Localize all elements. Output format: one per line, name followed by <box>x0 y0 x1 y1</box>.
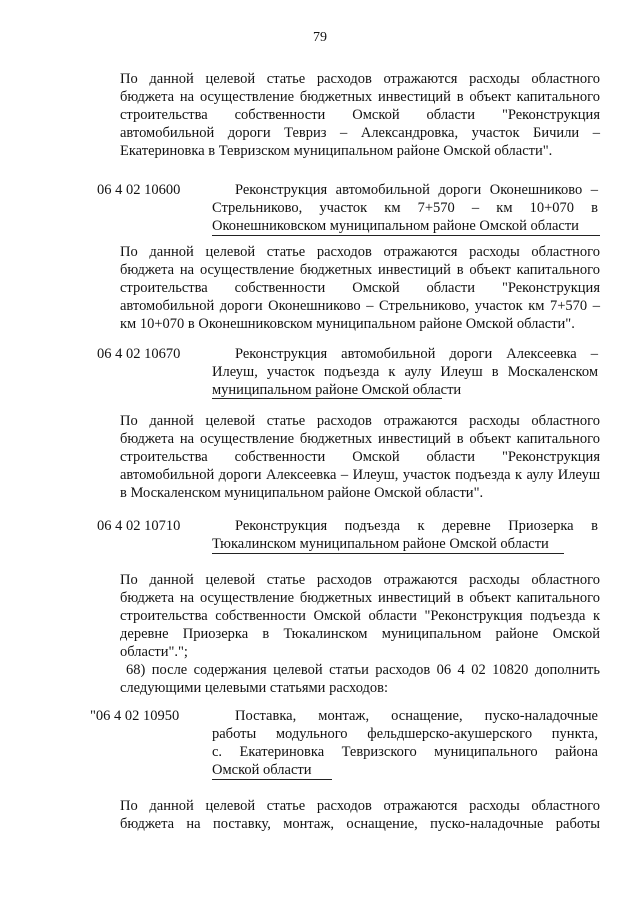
text-line: км 10+070 в Оконешниковском муниципальном районе Омской области". <box>120 316 575 332</box>
text-line: Реконструкция автомобильной дороги Оконешниково – <box>235 182 598 198</box>
text-line: Тюкалинском муниципальном районе Омской области <box>212 536 549 552</box>
title-underline <box>212 779 332 780</box>
text-line: деревне Приозерка в Тюкалинском муниципальном районе Омской <box>120 626 600 642</box>
text-line: По данной целевой статье расходов отражаются расходы областного <box>120 413 600 429</box>
text-line: По данной целевой статье расходов отражаются расходы областного <box>120 798 600 814</box>
text-line: Стрельниково, участок км 7+570 – км 10+070 в <box>212 200 598 216</box>
target-code-10950: "06 4 02 10950 <box>90 708 180 724</box>
text-line: бюджета на осуществление бюджетных инвестиций в объект капитального <box>120 590 600 606</box>
text-line: бюджета на осуществление бюджетных инвестиций в объект капитального <box>120 262 600 278</box>
paragraph-6 <box>92 797 600 833</box>
text-line: автомобильной дороги Тевриз – Александровка, участок Бичили – <box>120 125 600 141</box>
text-line: строительства собственности Омской области "Реконструкция <box>120 280 600 296</box>
text-line: бюджета на поставку, монтаж, оснащение, пуско-наладочные работы <box>120 816 600 832</box>
paragraph-5 <box>92 661 600 697</box>
text-line: автомобильной дороги Алексеевка – Илеуш, участок подъезда к аулу Илеуш <box>120 467 600 483</box>
text-line: строительства собственности Омской области "Реконструкция <box>120 449 600 465</box>
text-line: Поставка, монтаж, оснащение, пуско-наладочные <box>235 708 598 724</box>
target-title-10670 <box>212 345 598 399</box>
paragraph-2 <box>92 243 600 333</box>
text-line: Екатериновка в Тевризском муниципальном районе Омской области". <box>120 143 553 159</box>
text-line: области"."; <box>120 644 188 660</box>
text-line: Оконешниковском муниципальном районе Омской области <box>212 218 579 234</box>
title-underline <box>212 398 442 399</box>
text-line: По данной целевой статье расходов отражаются расходы областного <box>120 244 600 260</box>
text-line: строительства собственности Омской области "Реконструкция <box>120 107 600 123</box>
text-line: Реконструкция автомобильной дороги Алексеевка – <box>235 346 598 362</box>
text-line: автомобильной дороги Оконешниково – Стрельниково, участок км 7+570 – <box>120 298 600 314</box>
text-line: муниципальном районе Омской области <box>212 382 462 398</box>
text-line: По данной целевой статье расходов отражаются расходы областного <box>120 572 600 588</box>
text-line: Омской области <box>212 762 312 778</box>
paragraph-1 <box>92 70 600 160</box>
text-line: бюджета на осуществление бюджетных инвестиций в объект капитального <box>120 431 600 447</box>
text-line: По данной целевой статье расходов отражаются расходы областного <box>120 71 600 87</box>
page-number: 79 <box>313 30 327 45</box>
text-line: бюджета на осуществление бюджетных инвестиций в объект капитального <box>120 89 600 105</box>
title-underline <box>212 235 600 236</box>
target-title-10950 <box>212 707 598 779</box>
text-line: работы модульного фельдшерско-акушерского пункта, <box>212 726 598 742</box>
title-underline <box>212 553 564 554</box>
target-code-10600: 06 4 02 10600 <box>97 182 181 198</box>
text-line: Илеуш, участок подъезда к аулу Илеуш в Москаленском <box>212 364 598 380</box>
target-title-10710 <box>212 517 598 553</box>
paragraph-3 <box>92 412 600 502</box>
target-code-10670: 06 4 02 10670 <box>97 346 181 362</box>
text-line: следующими целевыми статьями расходов: <box>120 680 389 696</box>
text-line: Реконструкция подъезда к деревне Приозерка в <box>235 518 598 534</box>
target-code-10710: 06 4 02 10710 <box>97 518 181 534</box>
paragraph-4 <box>92 571 600 661</box>
text-line: в Москаленском муниципальном районе Омской области". <box>120 485 484 501</box>
text-line: 68) после содержания целевой статьи расходов 06 4 02 10820 дополнить <box>126 662 600 678</box>
text-line: строительства собственности Омской области "Реконструкция подъезда к <box>120 608 600 624</box>
text-line: с. Екатериновка Тевризского муниципального района <box>212 744 598 760</box>
target-title-10600 <box>212 181 598 235</box>
